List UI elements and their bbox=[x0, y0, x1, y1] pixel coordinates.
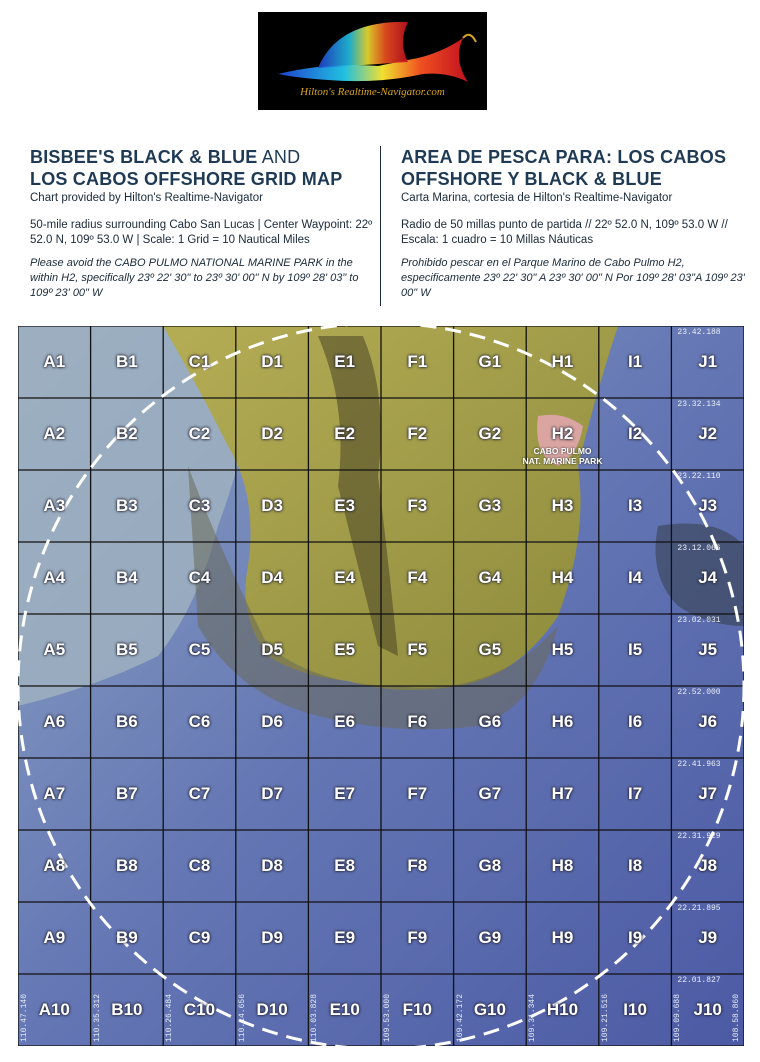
english-header bbox=[30, 146, 375, 301]
grid-cell-g8[interactable]: G8 bbox=[478, 856, 502, 875]
latitude-label: 22.41.963 bbox=[677, 760, 721, 769]
latitude-label: 23.02.031 bbox=[677, 616, 721, 625]
grid-cell-j5[interactable]: J5 bbox=[698, 640, 718, 659]
grid-cell-d8[interactable]: D8 bbox=[261, 856, 283, 875]
longitude-label: 110.35.312 bbox=[92, 993, 102, 1042]
grid-cell-j3[interactable]: J3 bbox=[698, 496, 718, 515]
latitude-label: 23.12.066 bbox=[677, 544, 721, 553]
hiltons-logo bbox=[258, 12, 487, 110]
grid-cell-i3[interactable]: I3 bbox=[628, 496, 643, 515]
page-title bbox=[30, 146, 375, 190]
grid-cell-i6[interactable]: I6 bbox=[628, 712, 643, 731]
grid-cell-c4[interactable]: C4 bbox=[188, 568, 211, 587]
grid-cell-b7[interactable]: B7 bbox=[116, 784, 138, 803]
chart-description: 50-mile radius surrounding Cabo San Lucas | Center Waypoint: 22º 52.0 N, 109º 53.0 W | Scale: 1 Grid = 10 Nautical Miles bbox=[30, 219, 373, 246]
grid-cell-b3[interactable]: B3 bbox=[116, 496, 138, 515]
grid-cell-d4[interactable]: D4 bbox=[261, 568, 283, 587]
grid-cell-e6[interactable]: E6 bbox=[334, 712, 356, 731]
grid-cell-d5[interactable]: D5 bbox=[261, 640, 283, 659]
grid-cell-c2[interactable]: C2 bbox=[188, 424, 211, 443]
grid-cell-i5[interactable]: I5 bbox=[628, 640, 643, 659]
grid-cell-e7[interactable]: E7 bbox=[334, 784, 356, 803]
marine-park-label-2: NAT. MARINE PARK bbox=[522, 456, 603, 466]
longitude-label: 109.21.516 bbox=[600, 993, 610, 1042]
grid-cell-i2[interactable]: I2 bbox=[628, 424, 643, 443]
grid-cell-g2[interactable]: G2 bbox=[478, 424, 502, 443]
grid-cell-f1[interactable]: F1 bbox=[407, 352, 428, 371]
spanish-park-note: Prohibido pescar en el Parque Marino de Cabo Pulmo H2, especificamente 23º 22' 30" A 23º 30' 00" N Por 109º 28' 03"A 109º 23' 00" W bbox=[401, 257, 745, 299]
longitude-label: 110.14.656 bbox=[237, 993, 247, 1042]
grid-cell-h8[interactable]: H8 bbox=[551, 856, 574, 875]
grid-cell-j10[interactable]: J10 bbox=[693, 1000, 722, 1019]
title-part: BISBEE'S BLACK & BLUE bbox=[30, 147, 258, 167]
longitude-label: 109.53.000 bbox=[383, 993, 392, 1042]
grid-cell-a2[interactable]: A2 bbox=[43, 424, 66, 443]
grid-cell-j6[interactable]: J6 bbox=[698, 712, 718, 731]
logo-text: Hilton's Realtime-Navigator.com bbox=[300, 86, 445, 98]
grid-cell-a6[interactable]: A6 bbox=[43, 712, 66, 731]
grid-cell-i1[interactable]: I1 bbox=[628, 352, 643, 371]
spanish-title-2: OFFSHORE Y BLACK & BLUE bbox=[401, 169, 662, 189]
grid-cell-f3[interactable]: F3 bbox=[407, 496, 428, 515]
grid-cell-j2[interactable]: J2 bbox=[698, 424, 718, 443]
grid-cell-a9[interactable]: A9 bbox=[43, 928, 66, 947]
grid-cell-a4[interactable]: A4 bbox=[43, 568, 66, 587]
grid-cell-c1[interactable]: C1 bbox=[188, 352, 211, 371]
marine-park-note: Please avoid the CABO PULMO NATIONAL MARINE PARK in the within H2, specifically 23º 22' 30" to 23º 30' 00" N by 109º 28' 03" to 109º 23' 00" W bbox=[30, 257, 359, 299]
latitude-label: 23.32.134 bbox=[677, 400, 721, 409]
spanish-title-1: AREA DE PESCA PARA: LOS CABOS bbox=[401, 147, 727, 167]
longitude-label: 109.31.344 bbox=[528, 993, 538, 1042]
latitude-label: 22.01.827 bbox=[677, 976, 721, 985]
grid-cell-d10[interactable]: D10 bbox=[256, 1000, 288, 1019]
grid-cell-b2[interactable]: B2 bbox=[116, 424, 138, 443]
grid-cell-g7[interactable]: G7 bbox=[478, 784, 502, 803]
grid-cell-d7[interactable]: D7 bbox=[261, 784, 283, 803]
grid-cell-f8[interactable]: F8 bbox=[407, 856, 428, 875]
grid-cell-d2[interactable]: D2 bbox=[261, 424, 283, 443]
grid-cell-h2[interactable]: H2 bbox=[551, 424, 574, 443]
longitude-label: 110.26.484 bbox=[165, 993, 175, 1042]
longitude-label: 108.58.860 bbox=[732, 993, 741, 1042]
grid-cell-a8[interactable]: A8 bbox=[43, 856, 66, 875]
grid-cell-e1[interactable]: E1 bbox=[334, 352, 356, 371]
grid-cell-e4[interactable]: E4 bbox=[334, 568, 356, 587]
title-and: AND bbox=[257, 147, 301, 167]
latitude-label: 23.22.110 bbox=[677, 472, 721, 481]
grid-map[interactable] bbox=[18, 326, 744, 1046]
grid-cell-b10[interactable]: B10 bbox=[111, 1000, 143, 1019]
grid-cell-c9[interactable]: C9 bbox=[188, 928, 211, 947]
grid-cell-j7[interactable]: J7 bbox=[698, 784, 718, 803]
grid-cell-g3[interactable]: G3 bbox=[478, 496, 502, 515]
latitude-label: 23.42.188 bbox=[677, 328, 721, 337]
grid-cell-j4[interactable]: J4 bbox=[698, 568, 718, 587]
grid-cell-b5[interactable]: B5 bbox=[116, 640, 138, 659]
chart-credit: Chart provided by Hilton's Realtime-Navigator bbox=[30, 192, 263, 204]
grid-cell-h9[interactable]: H9 bbox=[551, 928, 574, 947]
grid-cell-f4[interactable]: F4 bbox=[407, 568, 428, 587]
grid-cell-i10[interactable]: I10 bbox=[623, 1000, 647, 1019]
grid-cell-j9[interactable]: J9 bbox=[698, 928, 718, 947]
column-divider bbox=[380, 146, 381, 306]
grid-cell-c10[interactable]: C10 bbox=[183, 1000, 216, 1019]
grid-cell-i4[interactable]: I4 bbox=[628, 568, 643, 587]
grid-cell-g6[interactable]: G6 bbox=[478, 712, 502, 731]
spanish-credit: Carta Marina, cortesia de Hilton's Realtime-Navigator bbox=[401, 192, 673, 204]
longitude-label: 109.09.688 bbox=[673, 993, 683, 1042]
grid-cell-h1[interactable]: H1 bbox=[551, 352, 574, 371]
grid-cell-h6[interactable]: H6 bbox=[551, 712, 574, 731]
grid-cell-g9[interactable]: G9 bbox=[478, 928, 502, 947]
grid-cell-h7[interactable]: H7 bbox=[551, 784, 574, 803]
grid-cell-b6[interactable]: B6 bbox=[116, 712, 138, 731]
title-part-2: LOS CABOS OFFSHORE GRID MAP bbox=[30, 169, 343, 189]
grid-cell-j8[interactable]: J8 bbox=[698, 856, 718, 875]
grid-cell-i9[interactable]: I9 bbox=[628, 928, 643, 947]
grid-cell-d9[interactable]: D9 bbox=[261, 928, 283, 947]
latitude-label: 22.21.895 bbox=[677, 904, 721, 913]
grid-cell-c5[interactable]: C5 bbox=[188, 640, 211, 659]
grid-cell-d3[interactable]: D3 bbox=[261, 496, 283, 515]
grid-cell-g5[interactable]: G5 bbox=[478, 640, 502, 659]
grid-cell-a10[interactable]: A10 bbox=[38, 1000, 70, 1019]
longitude-label: 109.42.172 bbox=[455, 993, 465, 1042]
latitude-label: 22.52.000 bbox=[677, 688, 721, 697]
grid-cell-a3[interactable]: A3 bbox=[43, 496, 66, 515]
grid-cell-h5[interactable]: H5 bbox=[551, 640, 574, 659]
grid-cell-b4[interactable]: B4 bbox=[116, 568, 138, 587]
grid-cell-h3[interactable]: H3 bbox=[551, 496, 574, 515]
grid-cell-h10[interactable]: H10 bbox=[546, 1000, 579, 1019]
grid-cell-c7[interactable]: C7 bbox=[188, 784, 211, 803]
grid-cell-h4[interactable]: H4 bbox=[551, 568, 574, 587]
marine-park-label-1: CABO PULMO bbox=[533, 446, 592, 456]
grid-cell-j1[interactable]: J1 bbox=[698, 352, 718, 371]
grid-cell-e5[interactable]: E5 bbox=[334, 640, 356, 659]
spanish-title bbox=[401, 146, 746, 190]
grid-cell-f2[interactable]: F2 bbox=[407, 424, 428, 443]
grid-cell-c6[interactable]: C6 bbox=[188, 712, 211, 731]
grid-cell-i8[interactable]: I8 bbox=[628, 856, 643, 875]
grid-cell-g1[interactable]: G1 bbox=[478, 352, 502, 371]
grid-cell-e3[interactable]: E3 bbox=[334, 496, 356, 515]
grid-cell-f6[interactable]: F6 bbox=[407, 712, 428, 731]
grid-cell-g4[interactable]: G4 bbox=[478, 568, 502, 587]
grid-cell-f7[interactable]: F7 bbox=[407, 784, 428, 803]
grid-cell-d6[interactable]: D6 bbox=[261, 712, 283, 731]
grid-cell-f9[interactable]: F9 bbox=[407, 928, 428, 947]
grid-cell-a5[interactable]: A5 bbox=[43, 640, 66, 659]
grid-cell-f5[interactable]: F5 bbox=[407, 640, 428, 659]
grid-cell-b9[interactable]: B9 bbox=[116, 928, 138, 947]
grid-cell-i7[interactable]: I7 bbox=[628, 784, 643, 803]
grid-cell-e2[interactable]: E2 bbox=[334, 424, 356, 443]
spanish-header bbox=[401, 146, 746, 301]
grid-cell-e9[interactable]: E9 bbox=[334, 928, 356, 947]
longitude-label: 110.03.828 bbox=[310, 993, 320, 1042]
grid-cell-e10[interactable]: E10 bbox=[329, 1000, 360, 1019]
grid-cell-f10[interactable]: F10 bbox=[402, 1000, 432, 1019]
longitude-label: 110.47.140 bbox=[20, 993, 29, 1042]
grid-cell-g10[interactable]: G10 bbox=[473, 1000, 506, 1019]
grid-cell-a7[interactable]: A7 bbox=[43, 784, 66, 803]
grid-cell-c8[interactable]: C8 bbox=[188, 856, 211, 875]
latitude-label: 22.31.929 bbox=[677, 832, 721, 841]
grid-cell-d1[interactable]: D1 bbox=[261, 352, 283, 371]
grid-cell-b8[interactable]: B8 bbox=[116, 856, 138, 875]
spanish-description: Radio de 50 millas punto de partida // 22º 52.0 N, 109º 53.0 W // Escala: 1 cuadro = 10 Millas Náuticas bbox=[401, 219, 728, 246]
grid-cell-a1[interactable]: A1 bbox=[43, 352, 66, 371]
grid-cell-b1[interactable]: B1 bbox=[116, 352, 138, 371]
grid-cell-c3[interactable]: C3 bbox=[188, 496, 211, 515]
grid-cell-e8[interactable]: E8 bbox=[334, 856, 356, 875]
